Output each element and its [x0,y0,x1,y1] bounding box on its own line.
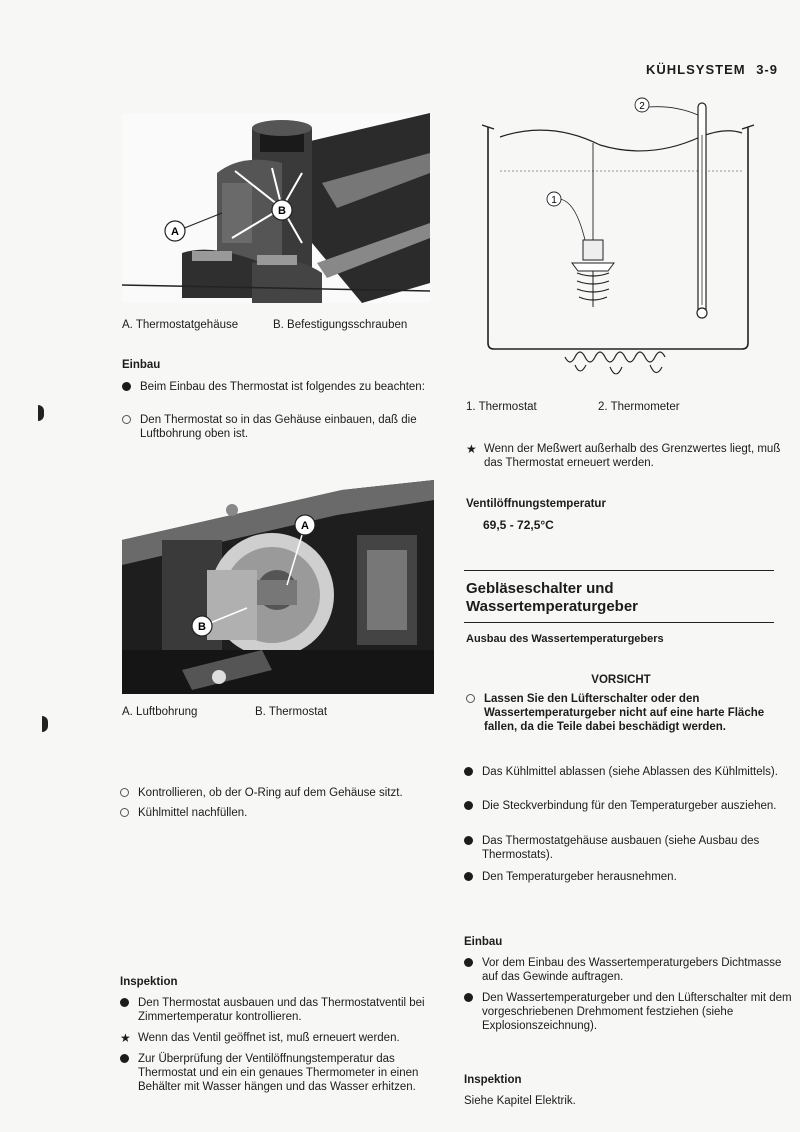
list-item-text: Kühlmittel nachfüllen. [138,807,248,819]
air-hole-photo [122,480,434,694]
callout-b-label: B [198,621,206,633]
star-marker: ★ [466,442,477,456]
bullet-marker [464,870,478,885]
einbau-heading: Einbau [122,359,161,371]
inspektion2-text: Siehe Kapitel Elektrik. [464,1095,576,1107]
bullet-marker [464,765,478,780]
photo1-caption-b: B. Befestigungsschrauben [273,319,408,331]
inspektion-heading: Inspektion [120,976,178,988]
valve-temp-heading: Ventilöffnungstemperatur [466,498,606,510]
bullet-marker [120,996,134,1011]
list-item-text: Beim Einbau des Thermostat ist folgendes zu beachten: [140,381,425,393]
list-item [120,806,450,820]
einbau2-heading: Einbau [464,936,503,948]
limit-note-text: Wenn der Meßwert außerhalb des Grenzwertes liegt, muß das Thermostat erneuert werden. [484,443,781,469]
valve-temp-value: 69,5 - 72,5°C [483,518,554,532]
list-item-text: Das Thermostatgehäuse ausbauen (siehe Ausbau des Thermostats). [482,835,760,861]
header-section: KÜHLSYSTEM [646,62,746,77]
list-item [464,765,794,779]
list-item-text: Den Temperaturgeber herausnehmen. [482,871,677,883]
section-subheading: Ausbau des Wassertemperaturgebers [466,633,664,645]
list-item [120,996,450,1024]
callout-a-label: A [301,520,309,532]
list-item [120,1031,450,1045]
warning-title: VORSICHT [591,674,651,686]
bullet-marker [464,799,478,814]
list-item [464,991,794,1033]
diagram-caption-1: 1. Thermostat [466,401,537,413]
list-item [464,956,794,984]
bullet-marker [120,1052,134,1067]
list-item-text: Den Wassertemperaturgeber und den Lüfterschalter mit dem vorgeschriebenen Drehmoment festziehen (siehe Explosionszeichnung). [482,992,792,1032]
margin-mark [38,405,44,421]
list-item-text: Wenn das Ventil geöffnet ist, muß erneuert werden. [138,1032,400,1044]
bullet-marker [464,991,478,1006]
list-item [464,834,794,862]
section-rule-bottom [464,622,774,623]
section-title: Gebläseschalter und Wassertemperaturgeber [466,580,639,615]
bullet-marker [464,834,478,849]
photo2-caption-a: A. Luftbohrung [122,706,198,718]
bullet-marker [122,380,136,395]
thermostat-test-diagram [480,95,760,395]
circle-marker [120,806,134,821]
section-rule-top [464,570,774,571]
circle-marker [120,786,134,801]
list-item-text: Zur Überprüfung der Ventilöffnungstemperatur das Thermostat und ein ein genaues Thermometer in einen Behälter mit Wasser hängen und das Wasser erhitzen. [138,1053,419,1093]
circle-marker [466,692,480,707]
bullet-marker [464,956,478,971]
list-item-text: Den Thermostat ausbauen und das Thermostatventil bei Zimmertemperatur kontrollieren. [138,997,425,1023]
photo1-caption-a: A. Thermostatgehäuse [122,319,239,331]
page-header [646,62,778,77]
list-item [464,799,794,813]
photo2-caption-b: B. Thermostat [255,706,328,718]
list-item-text: Kontrollieren, ob der O-Ring auf dem Gehäuse sitzt. [138,787,403,799]
callout-b-label: B [278,205,286,217]
list-item [120,786,450,800]
list-item-text: Den Thermostat so in das Gehäuse einbauen, daß die Luftbohrung oben ist. [140,414,417,440]
list-item [464,870,794,884]
star-marker: ★ [120,1031,131,1045]
margin-mark [42,716,48,732]
list-item-text: Das Kühlmittel ablassen (siehe Ablassen des Kühlmittels). [482,766,778,778]
list-item-text: Vor dem Einbau des Wassertemperaturgebers Dichtmasse auf das Gewinde auftragen. [482,957,782,983]
warning-item [466,692,796,734]
thermostat-housing-photo [122,113,430,303]
circle-marker [122,413,136,428]
list-item-text: Die Steckverbindung für den Temperaturgeber ausziehen. [482,800,777,812]
diagram-caption-2: 2. Thermometer [598,401,680,413]
limit-note [466,442,794,470]
list-item [122,413,452,441]
inspektion2-heading: Inspektion [464,1074,522,1086]
header-page-number: 3-9 [756,62,778,77]
list-item [122,380,452,394]
list-item [120,1052,450,1094]
diagram-label-2: 2 [639,101,645,112]
callout-a-label: A [171,226,179,238]
diagram-label-1: 1 [551,195,557,206]
warning-text: Lassen Sie den Lüfterschalter oder den Wassertemperaturgeber nicht auf eine harte Fläche fallen, da die Teile dabei beschädigt werden. [484,693,765,733]
